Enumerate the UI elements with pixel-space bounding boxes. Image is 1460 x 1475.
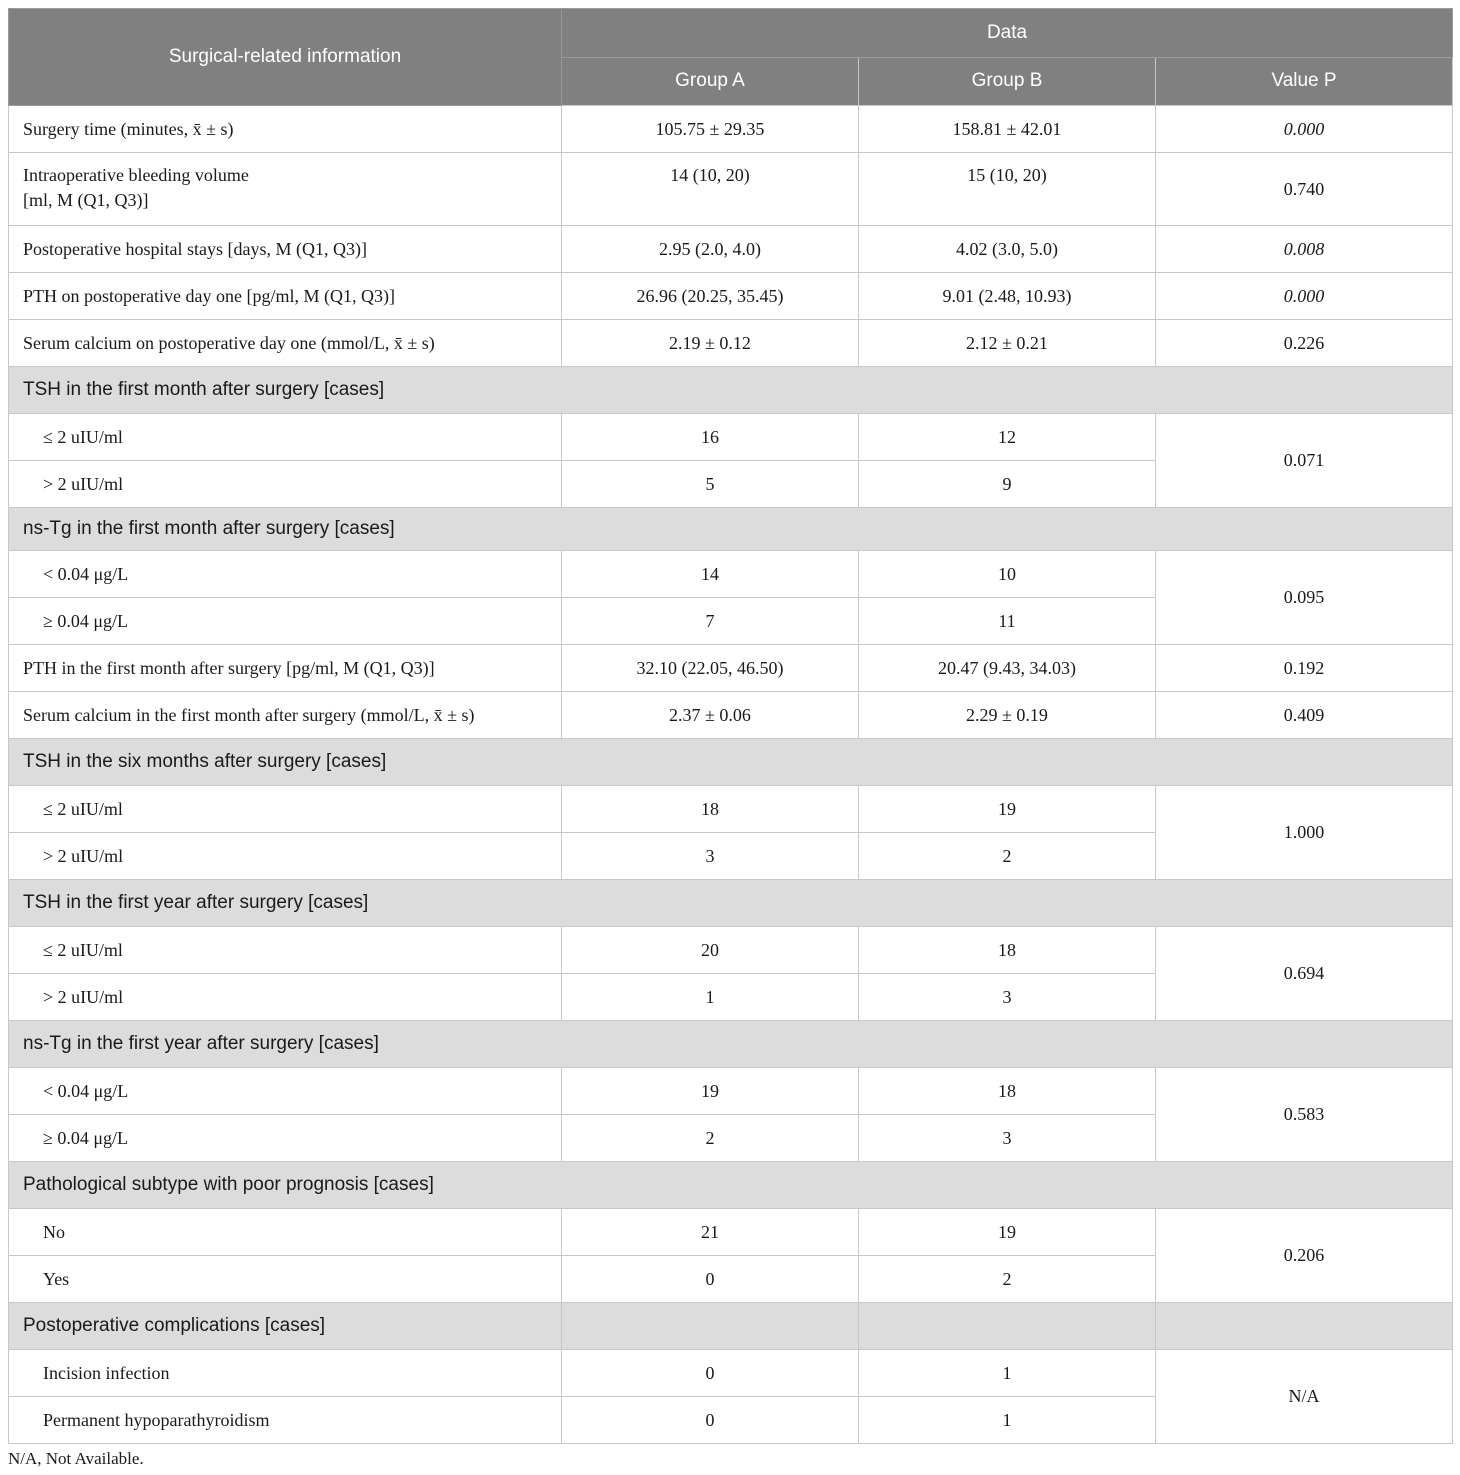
group-b-value: 1 [859,1397,1156,1444]
section-empty-cell [859,1303,1156,1350]
group-a-value: 1 [562,974,859,1021]
row-label: Postoperative hospital stays [days, M (Q1, Q3)] [9,226,562,273]
group-a-value: 0 [562,1397,859,1444]
group-b-value: 18 [859,1068,1156,1115]
table-row [9,645,1453,692]
p-value: 0.740 [1156,153,1453,226]
section-heading: TSH in the six months after surgery [cases] [9,739,1453,786]
table-row [9,414,1453,461]
table-footnote: N/A, Not Available. [8,1449,144,1468]
group-a-value: 0 [562,1350,859,1397]
section-row [9,880,1453,927]
group-a-value: 2 [562,1115,859,1162]
p-value: 0.206 [1156,1209,1453,1303]
group-b-value: 2.29 ± 0.19 [859,692,1156,739]
group-a-value: 21 [562,1209,859,1256]
row-label: ≤ 2 uIU/ml [9,927,562,974]
row-label: Serum calcium on postoperative day one (mmol/L, x̄ ± s) [9,320,562,367]
row-label-line2: [ml, M (Q1, Q3)] [23,190,149,210]
section-row [9,1162,1453,1209]
section-heading: TSH in the first month after surgery [cases] [9,367,1453,414]
section-row [9,1021,1453,1068]
group-b-value: 9 [859,461,1156,508]
group-a-value: 14 [562,551,859,598]
table-row [9,273,1453,320]
section-heading: Postoperative complications [cases] [9,1303,562,1350]
row-label: Incision infection [9,1350,562,1397]
p-value: 0.008 [1156,226,1453,273]
group-b-value: 19 [859,1209,1156,1256]
group-a-value: 16 [562,414,859,461]
row-label: Serum calcium in the first month after surgery (mmol/L, x̄ ± s) [9,692,562,739]
p-value: 0.071 [1156,414,1453,508]
group-a-value: 26.96 (20.25, 35.45) [562,273,859,320]
row-label: < 0.04 μg/L [9,551,562,598]
group-a-value: 2.19 ± 0.12 [562,320,859,367]
p-value: 0.000 [1156,273,1453,320]
header-group-a: Group A [562,57,859,106]
section-heading: TSH in the first year after surgery [cases] [9,880,1453,927]
row-label: ≥ 0.04 μg/L [9,598,562,645]
group-b-value: 20.47 (9.43, 34.03) [859,645,1156,692]
group-b-value: 2.12 ± 0.21 [859,320,1156,367]
p-value: 0.409 [1156,692,1453,739]
section-heading: Pathological subtype with poor prognosis [cases] [9,1162,1453,1209]
section-empty-cell [562,1303,859,1350]
group-a-value: 19 [562,1068,859,1115]
row-label: ≤ 2 uIU/ml [9,786,562,833]
table-row [9,153,1453,226]
row-label: Yes [9,1256,562,1303]
row-label: > 2 uIU/ml [9,974,562,1021]
row-label-line1: Intraoperative bleeding volume [23,165,249,185]
row-label: > 2 uIU/ml [9,461,562,508]
header-data: Data [562,9,1453,58]
table-row [9,692,1453,739]
row-label [9,153,562,226]
group-b-value: 1 [859,1350,1156,1397]
group-b-value: 18 [859,927,1156,974]
row-label: > 2 uIU/ml [9,833,562,880]
group-b-value: 3 [859,974,1156,1021]
row-label: PTH on postoperative day one [pg/ml, M (Q1, Q3)] [9,273,562,320]
group-b-value: 12 [859,414,1156,461]
row-label: Permanent hypoparathyroidism [9,1397,562,1444]
group-b-value: 10 [859,551,1156,598]
table-row [9,551,1453,598]
table-row [9,226,1453,273]
group-b-value: 158.81 ± 42.01 [859,106,1156,153]
row-label: ≤ 2 uIU/ml [9,414,562,461]
p-value: 0.000 [1156,106,1453,153]
p-value: 0.095 [1156,551,1453,645]
group-b-value: 9.01 (2.48, 10.93) [859,273,1156,320]
table-row [9,1350,1453,1397]
p-value: 1.000 [1156,786,1453,880]
group-b-value: 2 [859,1256,1156,1303]
group-a-value: 18 [562,786,859,833]
table-row [9,927,1453,974]
group-a-value: 20 [562,927,859,974]
section-empty-cell [1156,1303,1453,1350]
row-label: Surgery time (minutes, x̄ ± s) [9,106,562,153]
header-value-p: Value P [1156,57,1453,106]
surgical-results-table [8,8,1453,1444]
group-b-value: 2 [859,833,1156,880]
header-surgical-info: Surgical-related information [9,9,562,106]
group-b-value: 3 [859,1115,1156,1162]
row-label: ≥ 0.04 μg/L [9,1115,562,1162]
group-b-value: 4.02 (3.0, 5.0) [859,226,1156,273]
p-value: 0.583 [1156,1068,1453,1162]
section-heading: ns-Tg in the first month after surgery [cases] [9,508,1453,551]
group-a-value: 32.10 (22.05, 46.50) [562,645,859,692]
group-a-value: 5 [562,461,859,508]
section-heading: ns-Tg in the first year after surgery [cases] [9,1021,1453,1068]
row-label: No [9,1209,562,1256]
group-b-value: 11 [859,598,1156,645]
p-value: N/A [1156,1350,1453,1444]
section-row [9,739,1453,786]
p-value: 0.226 [1156,320,1453,367]
p-value: 0.694 [1156,927,1453,1021]
group-b-value: 15 (10, 20) [859,153,1156,226]
group-a-value: 14 (10, 20) [562,153,859,226]
group-a-value: 0 [562,1256,859,1303]
table-row [9,786,1453,833]
header-group-b: Group B [859,57,1156,106]
table-header [9,9,1453,106]
group-b-value: 19 [859,786,1156,833]
group-a-value: 2.37 ± 0.06 [562,692,859,739]
section-row [9,1303,1453,1350]
group-a-value: 105.75 ± 29.35 [562,106,859,153]
section-row [9,367,1453,414]
group-a-value: 2.95 (2.0, 4.0) [562,226,859,273]
section-row [9,508,1453,551]
group-a-value: 3 [562,833,859,880]
table-row [9,106,1453,153]
row-label: < 0.04 μg/L [9,1068,562,1115]
results-table-container [8,8,1452,1444]
group-a-value: 7 [562,598,859,645]
row-label: PTH in the first month after surgery [pg/ml, M (Q1, Q3)] [9,645,562,692]
table-row [9,320,1453,367]
p-value: 0.192 [1156,645,1453,692]
table-row [9,1209,1453,1256]
table-row [9,1068,1453,1115]
